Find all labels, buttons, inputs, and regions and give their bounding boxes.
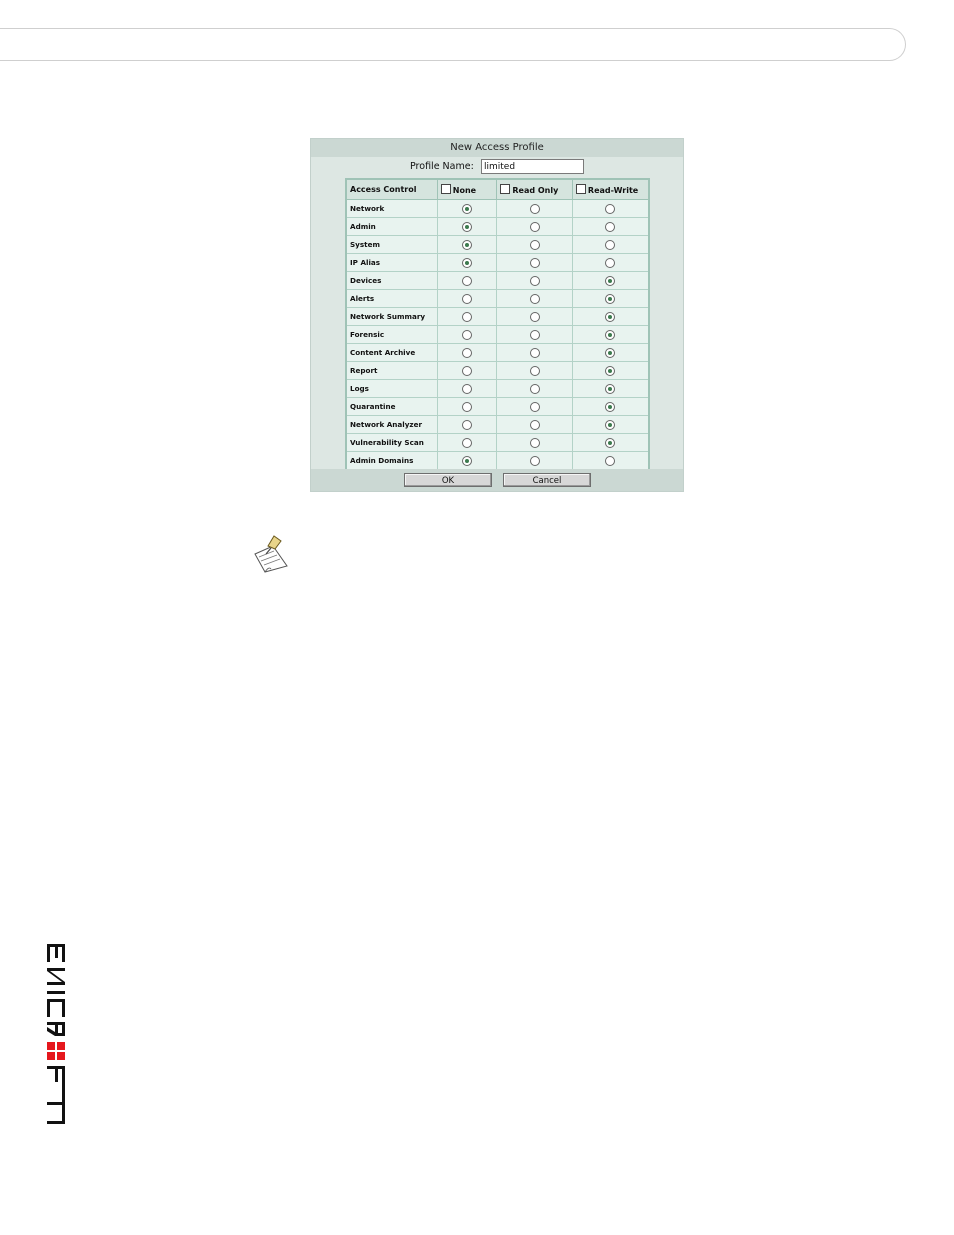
radio-cell-read-only [497,416,573,434]
table-row [346,452,649,471]
radio-read-only[interactable] [530,240,540,250]
radio-cell-none [437,362,497,380]
table-row [346,380,649,398]
access-control-name: Alerts [346,290,437,308]
select-all-read-write-checkbox[interactable] [576,184,586,194]
radio-read-write[interactable] [605,294,615,304]
new-access-profile-dialog [310,138,684,492]
radio-read-write[interactable] [605,276,615,286]
radio-read-only[interactable] [530,420,540,430]
access-control-name: Admin [346,218,437,236]
radio-cell-none [437,200,497,218]
access-control-name: Devices [346,272,437,290]
access-control-name: Network Analyzer [346,416,437,434]
radio-none[interactable] [462,204,472,214]
radio-cell-read-only [497,236,573,254]
table-row [346,200,649,218]
radio-cell-read-write [572,380,649,398]
profile-name-row [311,159,683,177]
access-control-name: IP Alias [346,254,437,272]
radio-cell-read-only [497,308,573,326]
radio-read-only[interactable] [530,456,540,466]
radio-cell-read-write [572,344,649,362]
radio-cell-read-only [497,362,573,380]
radio-cell-read-write [572,254,649,272]
radio-read-write[interactable] [605,420,615,430]
radio-cell-read-only [497,326,573,344]
radio-read-write[interactable] [605,258,615,268]
table-row [346,416,649,434]
access-control-name: Content Archive [346,344,437,362]
radio-cell-none [437,254,497,272]
radio-read-only[interactable] [530,348,540,358]
access-control-table [345,178,650,471]
radio-none[interactable] [462,294,472,304]
radio-none[interactable] [462,258,472,268]
radio-cell-none [437,290,497,308]
radio-cell-read-only [497,272,573,290]
radio-cell-read-write [572,416,649,434]
header-read-only[interactable] [497,179,573,200]
radio-cell-read-only [497,398,573,416]
radio-none[interactable] [462,420,472,430]
radio-read-only[interactable] [530,276,540,286]
header-read-write[interactable] [572,179,649,200]
table-row [346,290,649,308]
table-row [346,254,649,272]
radio-read-only[interactable] [530,384,540,394]
radio-cell-read-write [572,362,649,380]
radio-none[interactable] [462,330,472,340]
access-control-name: Logs [346,380,437,398]
radio-none[interactable] [462,240,472,250]
radio-read-only[interactable] [530,330,540,340]
radio-read-write[interactable] [605,222,615,232]
radio-cell-read-write [572,308,649,326]
radio-none[interactable] [462,402,472,412]
radio-cell-none [437,416,497,434]
radio-cell-none [437,308,497,326]
select-all-read-only-checkbox[interactable] [500,184,510,194]
radio-read-write[interactable] [605,366,615,376]
radio-read-only[interactable] [530,402,540,412]
header-none[interactable] [437,179,497,200]
profile-name-input[interactable] [481,159,584,174]
radio-cell-none [437,236,497,254]
access-control-name: System [346,236,437,254]
radio-cell-none [437,326,497,344]
radio-read-write[interactable] [605,402,615,412]
cancel-button[interactable]: Cancel [503,473,591,487]
access-control-name: Network [346,200,437,218]
table-row [346,218,649,236]
radio-read-write[interactable] [605,348,615,358]
radio-cell-read-only [497,200,573,218]
select-all-none-checkbox[interactable] [441,184,451,194]
access-control-name: Admin Domains [346,452,437,471]
radio-read-write[interactable] [605,204,615,214]
radio-cell-read-only [497,434,573,452]
header-read-only-label: Read Only [512,186,559,195]
fortinet-logo [45,942,67,1126]
access-control-rows [346,200,649,471]
radio-cell-read-write [572,326,649,344]
radio-cell-read-write [572,272,649,290]
radio-cell-read-write [572,218,649,236]
header-none-label: None [452,186,477,195]
table-row [346,362,649,380]
radio-read-write[interactable] [605,438,615,448]
radio-read-write[interactable] [605,330,615,340]
table-row [346,326,649,344]
radio-cell-none [437,398,497,416]
header-read-write-label: Read-Write [587,186,639,195]
table-header-row [346,179,649,200]
radio-none[interactable] [462,276,472,286]
table-row [346,236,649,254]
profile-name-label: Profile Name: [410,161,474,172]
radio-read-write[interactable] [605,312,615,322]
table-row [346,398,649,416]
radio-none[interactable] [462,438,472,448]
radio-cell-read-write [572,200,649,218]
radio-none[interactable] [462,348,472,358]
radio-read-write[interactable] [605,456,615,466]
radio-none[interactable] [462,384,472,394]
access-control-name: Forensic [346,326,437,344]
radio-none[interactable] [462,366,472,376]
access-control-name: Network Summary [346,308,437,326]
radio-none[interactable] [462,456,472,466]
dialog-title: New Access Profile [311,139,683,157]
radio-none[interactable] [462,222,472,232]
table-row [346,272,649,290]
radio-cell-none [437,452,497,471]
radio-cell-read-write [572,236,649,254]
radio-read-only[interactable] [530,294,540,304]
radio-cell-read-write [572,452,649,471]
radio-read-write[interactable] [605,384,615,394]
radio-read-only[interactable] [530,312,540,322]
radio-cell-read-only [497,218,573,236]
access-control-name: Vulnerability Scan [346,434,437,452]
table-row [346,434,649,452]
radio-cell-read-write [572,398,649,416]
note-pushpin-icon [251,532,291,574]
radio-none[interactable] [462,312,472,322]
table-row [346,308,649,326]
radio-cell-read-only [497,380,573,398]
access-control-name: Report [346,362,437,380]
radio-read-only[interactable] [530,222,540,232]
radio-cell-read-write [572,434,649,452]
table-row [346,344,649,362]
radio-cell-none [437,344,497,362]
radio-read-only[interactable] [530,366,540,376]
radio-cell-none [437,380,497,398]
radio-read-only[interactable] [530,438,540,448]
radio-read-only[interactable] [530,204,540,214]
radio-cell-none [437,434,497,452]
radio-cell-read-only [497,344,573,362]
radio-read-only[interactable] [530,258,540,268]
radio-cell-read-only [497,254,573,272]
dialog-footer [311,469,683,491]
ok-button[interactable]: OK [404,473,492,487]
radio-cell-read-write [572,290,649,308]
radio-cell-read-only [497,290,573,308]
radio-read-write[interactable] [605,240,615,250]
radio-cell-none [437,272,497,290]
page-header-bar [0,28,906,61]
access-control-name: Quarantine [346,398,437,416]
radio-cell-read-only [497,452,573,471]
header-access-control: Access Control [346,179,437,200]
radio-cell-none [437,218,497,236]
